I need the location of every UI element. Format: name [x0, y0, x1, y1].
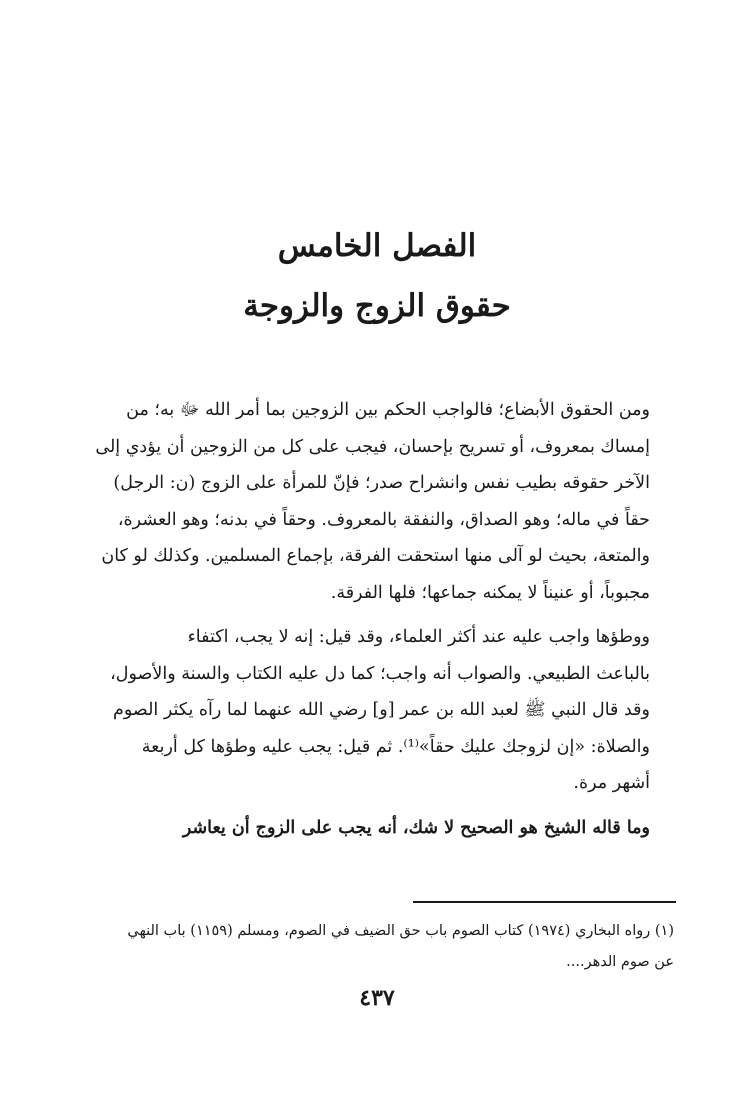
text-line: وقد قال النبي ﷺ لعبد الله بن عمر [و] رضي الله عنهما لما رآه يكثر الصوم: [113, 700, 650, 720]
text-line: مجبوباً، أو عنيناً لا يمكنه جماعها؛ فلها الفرقة.: [330, 582, 650, 603]
text-line: حقاً في ماله؛ وهو الصداق، والنفقة بالمعروف. وحقاً في بدنه؛ وهو العشرة،: [117, 509, 650, 530]
chapter-title: الفصل الخامس: [277, 228, 477, 264]
paragraph-1: [88, 392, 674, 611]
paragraph-2: [88, 619, 674, 802]
text-line: والصلاة: «إن لزوجك عليك حقاً»⁽¹⁾. ثم قيل: يجب عليه وطؤها كل أربعة: [141, 736, 650, 757]
text-line: وما قاله الشيخ هو الصحيح لا شك، أنه يجب على الزوج أن يعاشر: [182, 817, 650, 838]
footnote-divider: [413, 901, 676, 903]
text-line: ووطؤها واجب عليه عند أكثر العلماء، وقد قيل: إنه لا يجب، اكتفاء: [187, 627, 650, 647]
footnote-line: عن صوم الدهر....: [566, 954, 674, 970]
chapter-subtitle: حقوق الزوج والزوجة: [243, 288, 511, 324]
page-number: ٤٣٧: [359, 985, 395, 1011]
text-line: أشهر مرة.: [573, 773, 650, 793]
text-line: بالباعث الطبيعي. والصواب أنه واجب؛ كما دل عليه الكتاب والسنة والأصول،: [110, 663, 650, 684]
text-line: الآخر حقوقه بطيب نفس وانشراح صدر؛ فإنّ للمرأة على الزوج (ن: الرجل): [113, 473, 650, 493]
paragraph-3: [88, 810, 674, 847]
footnote: [88, 916, 674, 978]
body-text: [88, 392, 674, 846]
text-line: إمساك بمعروف، أو تسريح بإحسان، فيجب على كل من الزوجين أن يؤدي إلى: [95, 436, 650, 457]
text-line: ومن الحقوق الأبضاع؛ فالواجب الحكم بين الزوجين بما أمر الله ﷻ به؛ من: [126, 400, 650, 420]
text-line: والمتعة، بحيث لو آلى منها استحقت الفرقة، بإجماع المسلمين. وكذلك لو كان: [101, 546, 650, 566]
footnote-line: (١) رواه البخاري (١٩٧٤) كتاب الصوم باب حق الضيف في الصوم، ومسلم (١١٥٩) باب النهي: [127, 923, 674, 939]
